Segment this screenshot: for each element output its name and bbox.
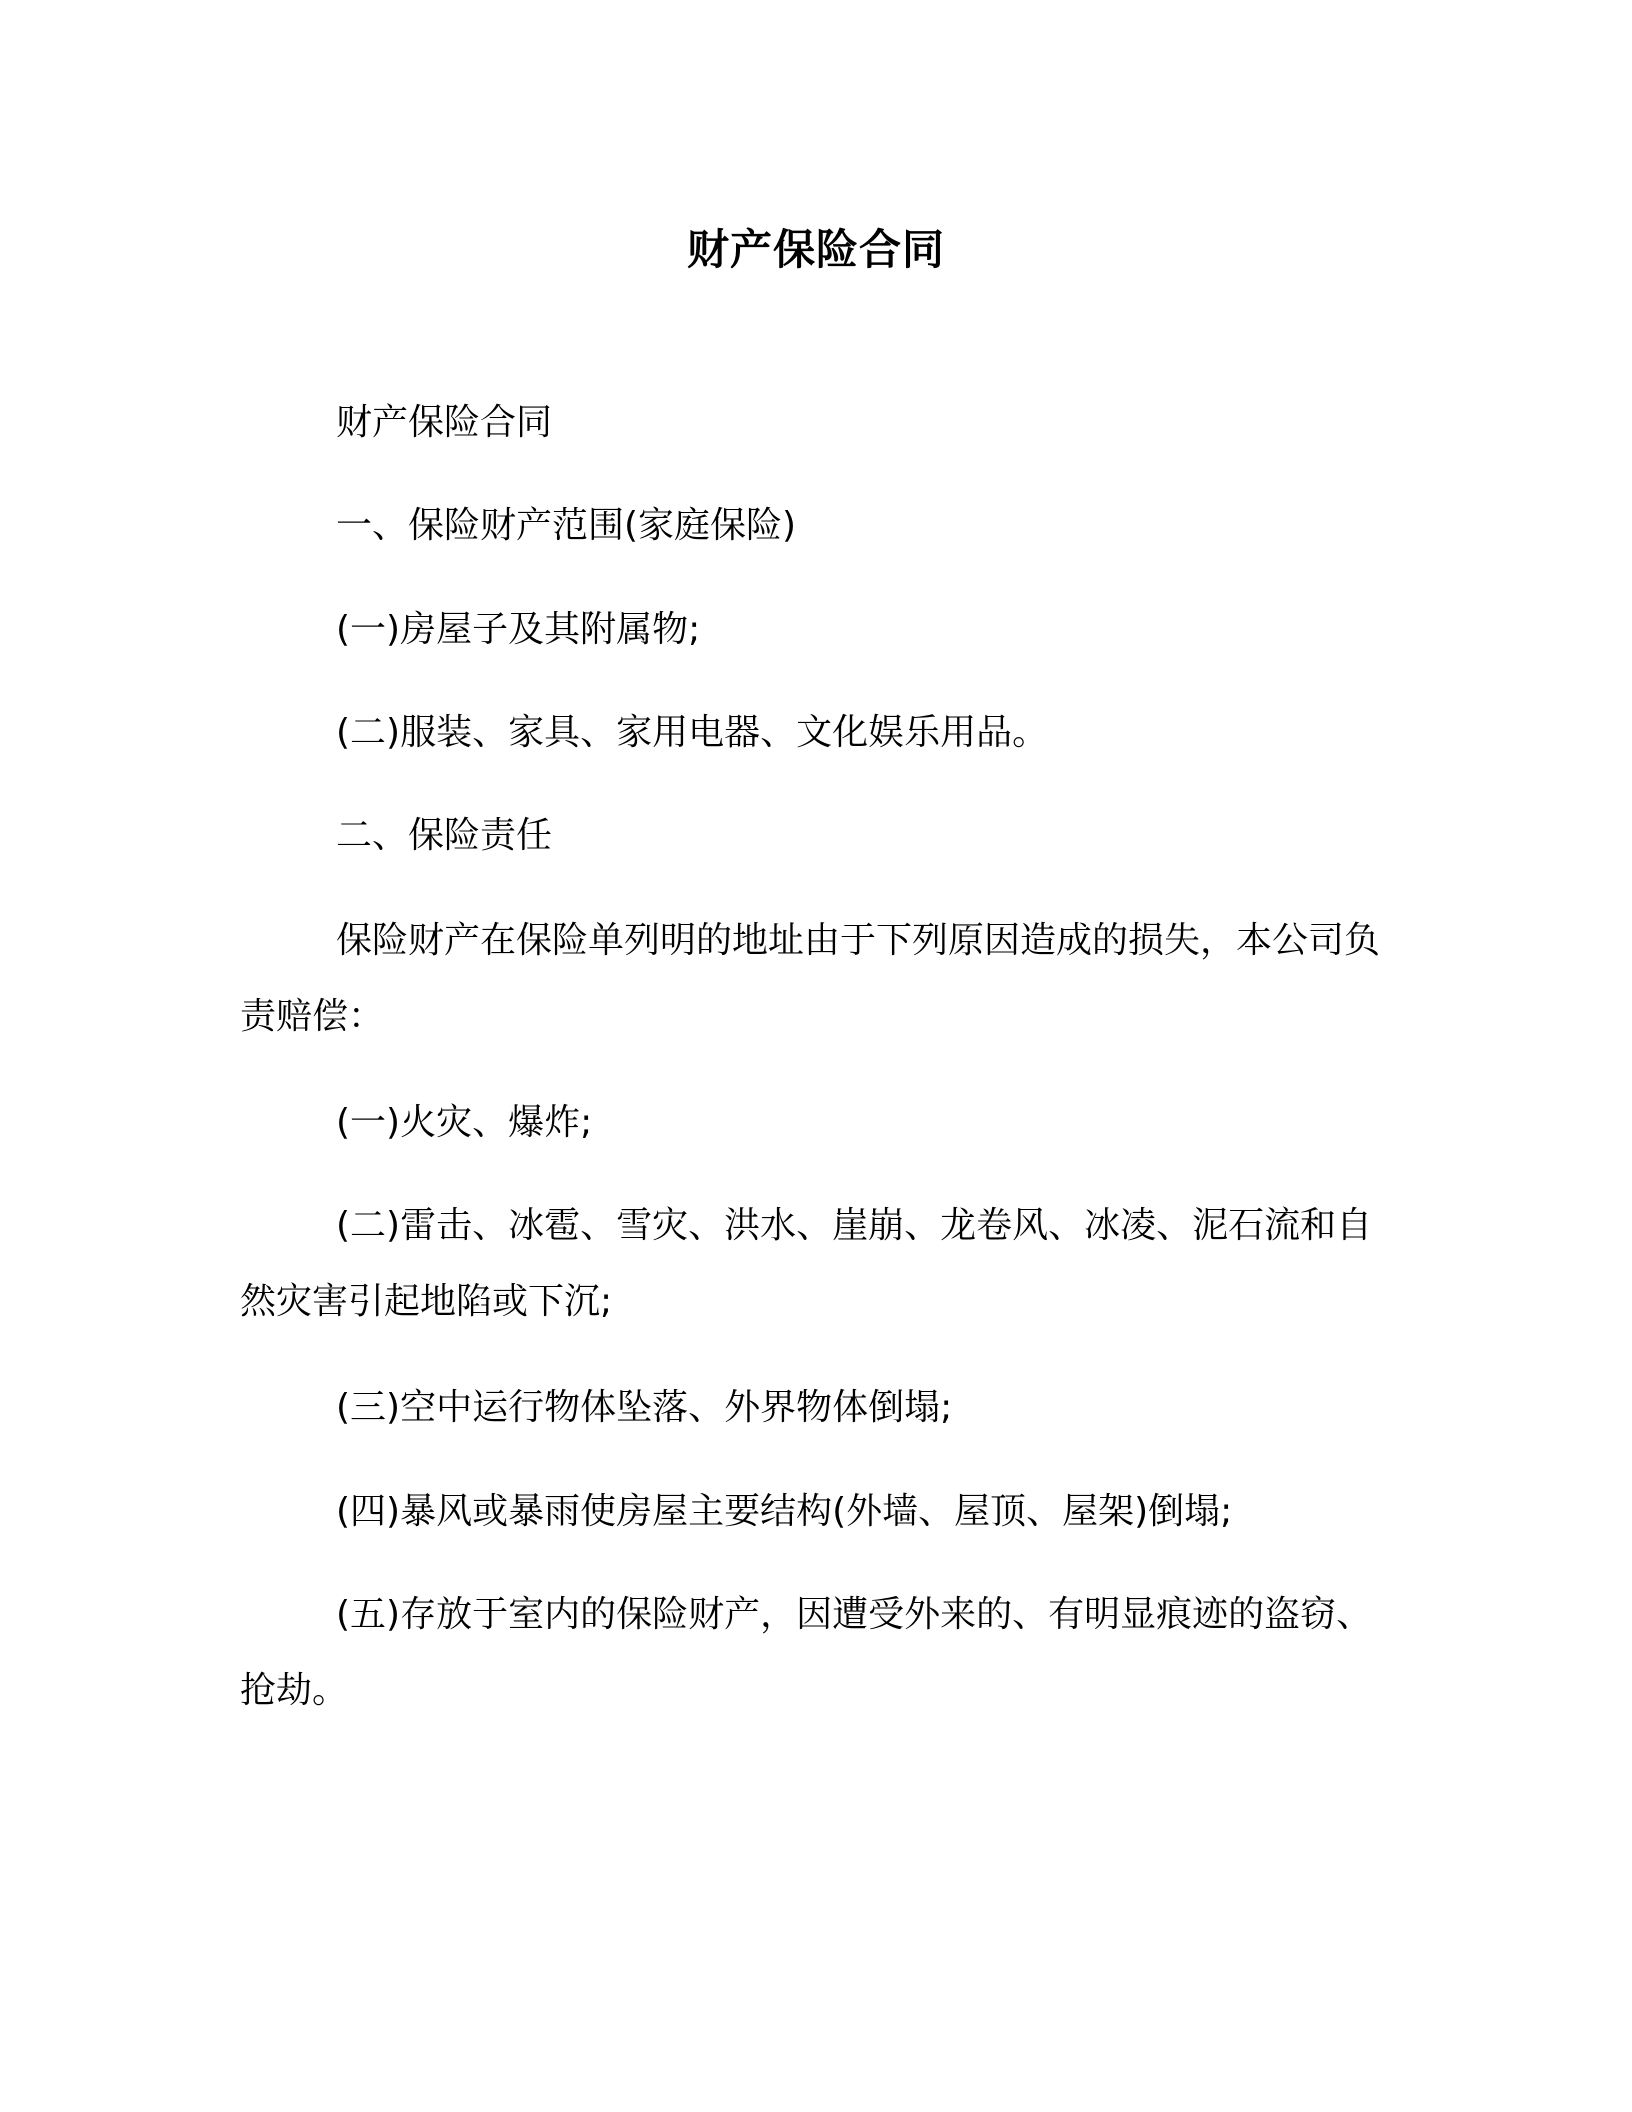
paragraph-section-2-heading: 二、保险责任 <box>336 815 553 856</box>
paragraph-item: (三)空中运行物体坠落、外界物体倒塌; <box>336 1387 953 1428</box>
document-title: 财产保险合同 <box>686 225 945 274</box>
paragraph-liability-intro: 保险财产在保险单列明的地址由于下列原因造成的损失，本公司负责赔偿： <box>240 920 1381 1037</box>
paragraph-item: (四)暴风或暴雨使房屋主要结构(外墙、屋顶、屋架)倒塌; <box>336 1491 1233 1532</box>
paragraph-item: (一)房屋子及其附属物; <box>336 609 701 650</box>
paragraph-subtitle: 财产保险合同 <box>336 402 553 443</box>
paragraph-item: (一)火灾、爆炸; <box>336 1102 593 1143</box>
paragraph-item: (二)雷击、冰雹、雪灾、洪水、崖崩、龙卷风、冰凌、泥石流和自然灾害引起地陷或下沉; <box>240 1205 1373 1322</box>
paragraph-item: (二)服装、家具、家用电器、文化娱乐用品。 <box>336 712 1049 753</box>
paragraph-section-1-heading: 一、保险财产范围(家庭保险) <box>336 505 797 546</box>
paragraph-item: (五)存放于室内的保险财产，因遭受外来的、有明显痕迹的盗窃、抢劫。 <box>240 1594 1373 1711</box>
